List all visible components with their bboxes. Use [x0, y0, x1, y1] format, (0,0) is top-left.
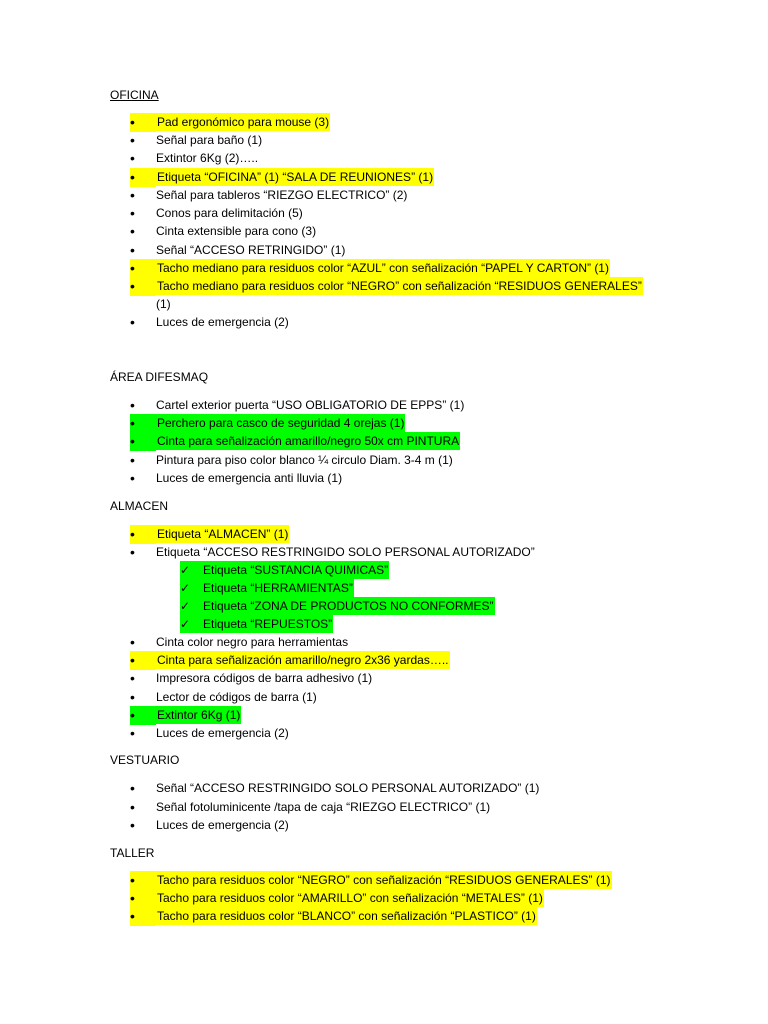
bullet-icon — [130, 469, 156, 488]
bullet-icon — [130, 396, 156, 415]
section-title-almacen: ALMACEN — [110, 499, 169, 513]
bullet-icon — [130, 816, 156, 835]
bullet-icon — [130, 669, 156, 688]
checkmark-icon: ✓ — [180, 597, 202, 615]
bullet-icon — [130, 186, 156, 205]
bullet-icon — [130, 149, 156, 168]
bullet-icon — [130, 706, 156, 725]
section-title-oficina: OFICINA — [110, 88, 159, 102]
bullet-icon — [130, 222, 156, 241]
checkmark-icon: ✓ — [180, 615, 202, 633]
bullet-icon — [130, 688, 156, 707]
bullet-icon — [130, 779, 156, 798]
bullet-icon — [130, 313, 156, 332]
bullet-icon — [130, 651, 156, 670]
bullet-icon — [130, 432, 156, 451]
bullet-icon — [130, 889, 156, 908]
checkmark-icon: ✓ — [180, 561, 202, 579]
bullet-icon — [130, 259, 156, 278]
bullet-icon — [130, 131, 156, 150]
bullet-icon — [130, 241, 156, 260]
bullet-icon — [130, 168, 156, 187]
section-title-vestuario: VESTUARIO — [110, 753, 180, 767]
bullet-icon — [130, 907, 156, 926]
bullet-icon — [130, 543, 156, 562]
section-title-taller: TALLER — [110, 846, 155, 860]
checkmark-icon: ✓ — [180, 579, 202, 597]
list-item-continuation: (1) — [156, 297, 171, 311]
bullet-icon — [130, 798, 156, 817]
bullet-icon — [130, 277, 156, 296]
document-page: OFICINA • Pad ergonómico para mouse (3) • Señal para baño (1) • Extintor 6Kg (2)….. • Etiqueta “OFICINA” (1) “SALA DE REUNIONES” (1) • Señal para tableros “RIEZGO ELECTRICO” (2) • Conos para delimitación (5) • Cinta extensible para cono (3) • Señal “ACCESO RETRINGIDO” (1) • Tacho mediano para residuos color “AZUL” con señalización “PAPEL Y CARTON” (1) • Tacho mediano para residuos color “NEGRO” con señalización “RESIDUOS GENERALES” (1) • Luces de emergencia (2) ÁREA DIFESMAQ • Cartel exterior puerta “USO OBLIGATORIO DE EPPS” (1) • Perchero para casco de seguridad 4 orejas (1) • Cinta para señalización amarillo/negro 50x cm PINTURA • Pintura para piso color blanco ¼ circulo Diam. 3-4 m (1) • Luces de emergencia anti lluvia (1) ALMACEN • Etiqueta “ALMACEN” (1) • Etiqueta “ACCESO RESTRINGIDO SOLO PERSONAL AUTORIZADO” ✓ Etiqueta “SUSTANCIA QUIMICAS” ✓ Etiqueta “HERRAMIENTAS” ✓ Etiqueta “ZONA DE PRODUCTOS NO CONFORMES” ✓ Etiqueta “REPUESTOS” • Cinta color negro para herramientas • Cinta para señalización amarillo/negro 2x36 yardas….. • Impresora códigos de barra adhesivo (1) • Lector de códigos de barra (1) • Extintor 6Kg (1) • Luces de emergencia (2) VESTUARIO • Señal “ACCESO RESTRINGIDO SOLO PERSONAL AUTORIZADO” (1) • Señal fotoluminicente /tapa de caja “RIEZGO ELECTRICO” (1) • Luces de emergencia (2) TALLER • Tacho para residuos color “NEGRO” con señalización “RESIDUOS GENERALES” (1) • Tacho para residuos color “AMARILLO” con señalización “METALES” (1) • Tacho para residuos color “BLANCO” con señalización “PLASTICO” (1) — [0, 0, 768, 1024]
bullet-icon — [130, 113, 156, 132]
bullet-icon — [130, 204, 156, 223]
bullet-icon — [130, 451, 156, 470]
section-title-difesmaq: ÁREA DIFESMAQ — [110, 370, 209, 384]
bullet-icon — [130, 724, 156, 743]
bullet-icon — [130, 871, 156, 890]
bullet-icon — [130, 633, 156, 652]
bullet-icon — [130, 525, 156, 544]
bullet-icon — [130, 414, 156, 433]
